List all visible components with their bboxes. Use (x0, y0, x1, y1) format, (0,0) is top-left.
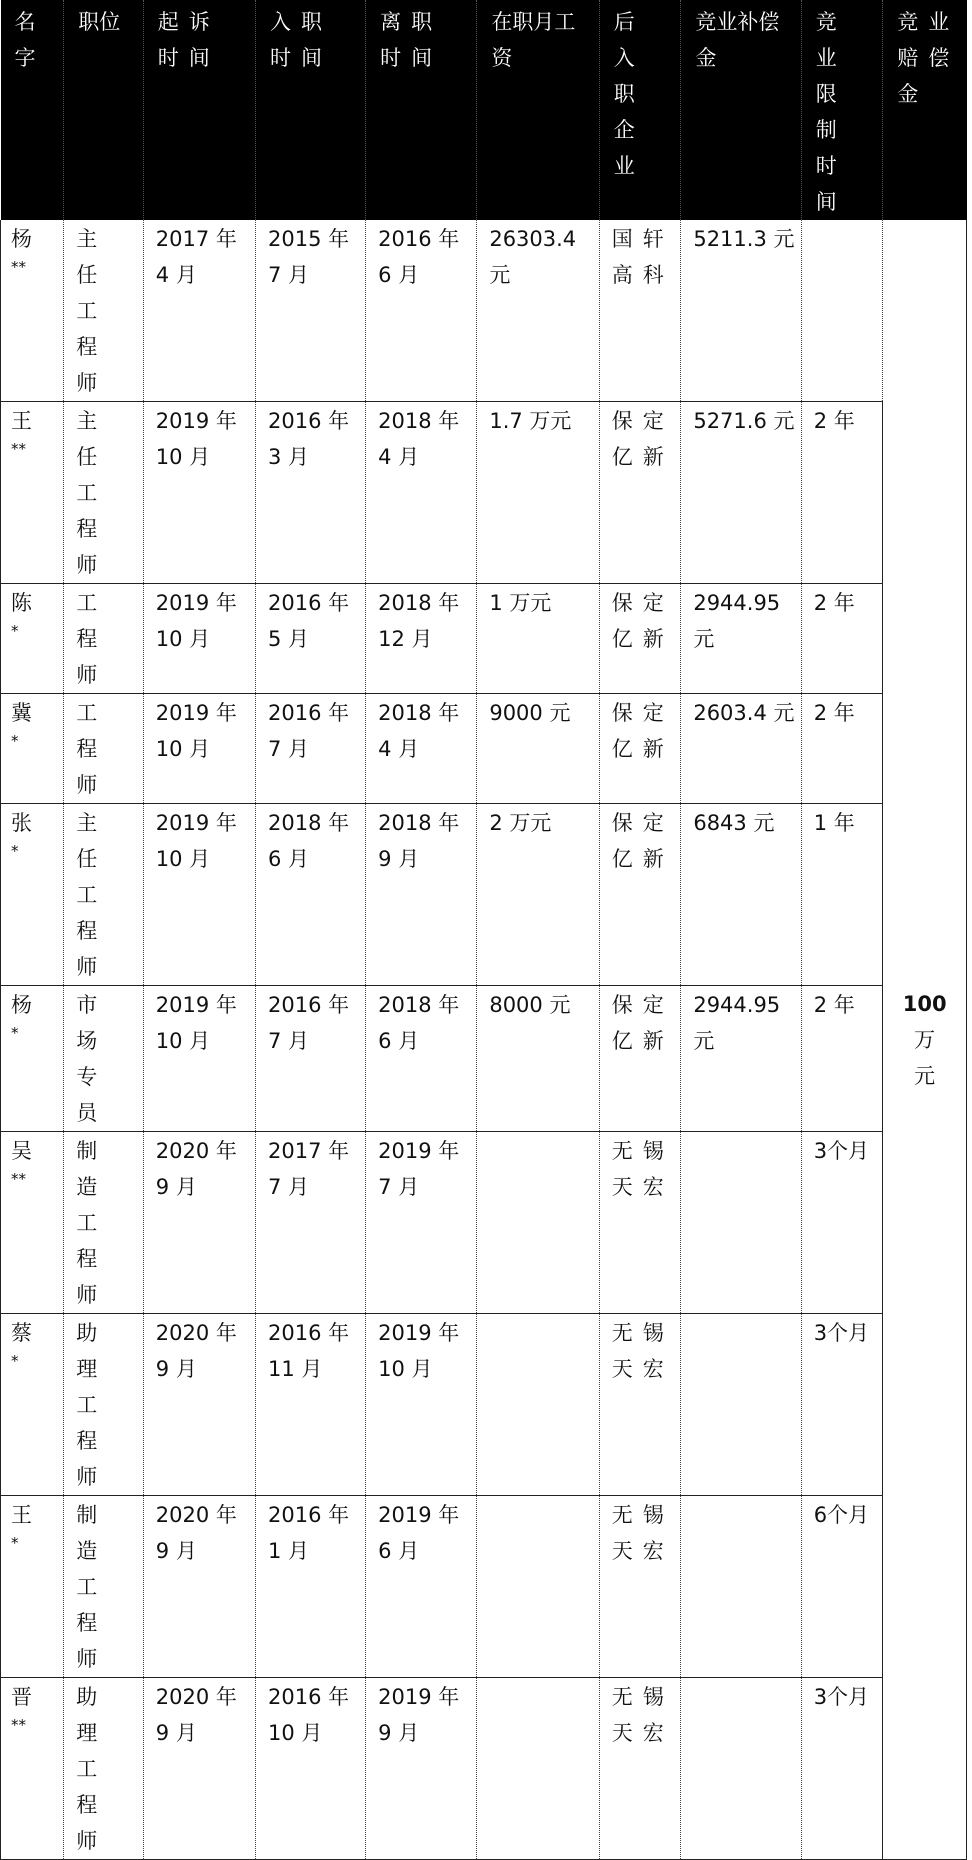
cell-sue-time (143, 804, 255, 986)
table-row (1, 986, 967, 1132)
cell-leave-time (366, 1496, 477, 1678)
cell-salary (477, 804, 599, 986)
cell-join-time-text: 2017 年 7 月 (268, 1139, 350, 1199)
cell-new-company-text: 保定亿新 (611, 701, 674, 761)
cell-new-company (599, 402, 681, 584)
cell-limit-time-text: 2 年 (813, 993, 855, 1017)
cell-new-company-text: 无锡天宏 (611, 1321, 674, 1381)
cell-position-text: 工程师 (76, 591, 108, 687)
cell-leave-time-text: 2016 年 6 月 (378, 227, 460, 287)
cell-name-text: 张 (11, 811, 42, 835)
cell-compensation (681, 694, 801, 804)
cell-compensation-text: 2944.95 元 (693, 993, 781, 1053)
cell-limit-time (801, 584, 883, 694)
cell-name-text: 陈 (11, 591, 42, 615)
cell-sue-time-text: 2019 年 10 月 (155, 409, 237, 469)
table-row (1, 584, 967, 694)
cell-name-text: 冀 (11, 701, 42, 725)
cell-salary-text: 9000 元 (489, 701, 571, 725)
name-mask-mark: ** (11, 440, 26, 458)
cell-name-text: 蔡 (11, 1321, 42, 1345)
header-join-time: 入职时间 (256, 0, 366, 220)
cell-join-time (256, 1678, 366, 1860)
cell-sue-time-text: 2020 年 9 月 (155, 1321, 237, 1381)
cell-leave-time-text: 2018 年 4 月 (378, 409, 460, 469)
cell-name-text: 杨 (11, 993, 42, 1017)
cell-join-time (256, 804, 366, 986)
cell-limit-time-text: 3个月 (813, 1685, 870, 1709)
cell-new-company-text: 无锡天宏 (611, 1139, 674, 1199)
cell-position-text: 助理工程师 (76, 1685, 108, 1853)
cell-name-text: 晋 (11, 1685, 42, 1709)
table-row (1, 804, 967, 986)
cell-sue-time (143, 1678, 255, 1860)
cell-limit-time-text: 6个月 (813, 1503, 870, 1527)
cell-salary (477, 1496, 599, 1678)
cell-compensation-text: 5211.3 元 (693, 227, 795, 251)
cell-compensation (681, 1496, 801, 1678)
cell-position-text: 主任工程师 (76, 409, 108, 577)
cell-limit-time (801, 804, 883, 986)
cell-position-text: 市场专员 (76, 993, 108, 1125)
cell-name (1, 402, 64, 584)
cell-salary (477, 694, 599, 804)
cell-limit-time-text: 2 年 (813, 701, 855, 725)
name-mask-mark: * (11, 842, 19, 860)
cell-limit-time (801, 1314, 883, 1496)
header-new-company: 后入职企业 (599, 0, 681, 220)
cell-leave-time-text: 2019 年 10 月 (378, 1321, 460, 1381)
cell-sue-time-text: 2020 年 9 月 (155, 1503, 237, 1563)
table-row (1, 220, 967, 402)
table-row (1, 1496, 967, 1678)
cell-leave-time-text: 2018 年 6 月 (378, 993, 460, 1053)
name-mask-mark: * (11, 1352, 19, 1370)
cell-name-text: 王 (11, 409, 42, 433)
table-row (1, 1314, 967, 1496)
cell-join-time (256, 1314, 366, 1496)
cell-join-time (256, 694, 366, 804)
cell-new-company (599, 220, 681, 402)
cell-name (1, 986, 64, 1132)
cell-leave-time (366, 220, 477, 402)
cell-salary-text: 1.7 万元 (489, 409, 572, 433)
cell-position (64, 694, 144, 804)
cell-sue-time (143, 1314, 255, 1496)
cell-salary-text: 26303.4 元 (489, 227, 577, 287)
cell-leave-time (366, 402, 477, 584)
cell-name-text: 王 (11, 1503, 42, 1527)
cell-new-company (599, 584, 681, 694)
cell-leave-time (366, 1314, 477, 1496)
cell-name (1, 1314, 64, 1496)
cell-new-company-text: 保定亿新 (611, 409, 674, 469)
cell-join-time (256, 584, 366, 694)
penalty-amount: 100 (902, 991, 947, 1016)
cell-salary (477, 220, 599, 402)
cell-leave-time (366, 804, 477, 986)
table-header (1, 0, 967, 220)
header-name: 名字 (14, 10, 46, 70)
cell-leave-time (366, 584, 477, 694)
cell-leave-time (366, 694, 477, 804)
cell-limit-time-text: 3个月 (813, 1139, 870, 1163)
name-mask-mark: * (11, 732, 19, 750)
penalty-unit: 万 (914, 1027, 936, 1052)
penalty-unit-yuan: 元 (914, 1063, 936, 1088)
cell-compensation (681, 1314, 801, 1496)
cell-compensation-text: 2603.4 元 (693, 701, 795, 725)
cell-join-time-text: 2015 年 7 月 (268, 227, 350, 287)
cell-leave-time (366, 986, 477, 1132)
cell-name (1, 584, 64, 694)
cell-compensation (681, 986, 801, 1132)
cell-sue-time (143, 402, 255, 584)
cell-new-company-text: 保定亿新 (611, 993, 674, 1053)
cell-salary (477, 1314, 599, 1496)
cell-leave-time-text: 2018 年 9 月 (378, 811, 460, 871)
cell-position (64, 220, 144, 402)
cell-leave-time (366, 1132, 477, 1314)
cell-new-company-text: 无锡天宏 (611, 1685, 674, 1745)
cell-join-time-text: 2016 年 7 月 (268, 993, 350, 1053)
cell-name-text: 杨 (11, 227, 42, 251)
cell-limit-time (801, 1132, 883, 1314)
cell-new-company (599, 1132, 681, 1314)
cell-sue-time-text: 2017 年 4 月 (155, 227, 237, 287)
cell-position (64, 1496, 144, 1678)
cell-salary-text: 8000 元 (489, 993, 571, 1017)
cell-position (64, 402, 144, 584)
cell-compensation-text: 5271.6 元 (693, 409, 795, 433)
cell-join-time-text: 2016 年 11 月 (268, 1321, 350, 1381)
cell-new-company (599, 986, 681, 1132)
cell-join-time-text: 2016 年 10 月 (268, 1685, 350, 1745)
cell-name (1, 220, 64, 402)
cell-position (64, 1132, 144, 1314)
name-mask-mark: * (11, 1534, 19, 1552)
table-row (1, 694, 967, 804)
cell-sue-time-text: 2020 年 9 月 (155, 1685, 237, 1745)
cell-join-time (256, 402, 366, 584)
cell-sue-time (143, 584, 255, 694)
cell-new-company (599, 694, 681, 804)
header-salary: 在职月工资 (477, 0, 599, 220)
table-row (1, 1132, 967, 1314)
cell-sue-time-text: 2020 年 9 月 (155, 1139, 237, 1199)
cell-position-text: 助理工程师 (76, 1321, 108, 1489)
cell-new-company-text: 国轩高科 (611, 227, 674, 287)
cell-limit-time (801, 402, 883, 584)
cell-new-company-text: 保定亿新 (611, 591, 674, 651)
table-row (1, 402, 967, 584)
cell-name (1, 1678, 64, 1860)
cell-position (64, 1314, 144, 1496)
header-limit-time: 竞业限制时间 (801, 0, 883, 220)
cell-limit-time (801, 986, 883, 1132)
cell-position (64, 804, 144, 986)
cell-join-time-text: 2018 年 6 月 (268, 811, 350, 871)
cell-compensation (681, 1678, 801, 1860)
cell-join-time (256, 1132, 366, 1314)
header-position: 职位 (64, 0, 144, 220)
cell-sue-time (143, 1496, 255, 1678)
cell-limit-time (801, 1678, 883, 1860)
cell-position (64, 1678, 144, 1860)
cell-sue-time-text: 2019 年 10 月 (155, 591, 237, 651)
cell-name (1, 694, 64, 804)
cell-penalty (883, 220, 967, 1860)
cell-position (64, 986, 144, 1132)
cell-salary-text: 2 万元 (489, 811, 552, 835)
cell-join-time-text: 2016 年 5 月 (268, 591, 350, 651)
cell-sue-time-text: 2019 年 10 月 (155, 811, 237, 871)
cell-compensation (681, 804, 801, 986)
name-mask-mark: * (11, 1024, 19, 1042)
name-mask-mark: ** (11, 1170, 26, 1188)
cell-salary (477, 986, 599, 1132)
cell-limit-time (801, 1496, 883, 1678)
cell-new-company (599, 804, 681, 986)
cell-join-time (256, 1496, 366, 1678)
cell-compensation (681, 402, 801, 584)
cell-position-text: 主任工程师 (76, 227, 108, 395)
cell-join-time-text: 2016 年 1 月 (268, 1503, 350, 1563)
cell-leave-time-text: 2019 年 6 月 (378, 1503, 460, 1563)
cell-sue-time (143, 986, 255, 1132)
cell-position-text: 主任工程师 (76, 811, 108, 979)
cell-sue-time (143, 1132, 255, 1314)
header-compensation: 竞业补偿金 (681, 0, 801, 220)
cell-new-company (599, 1314, 681, 1496)
cell-new-company (599, 1678, 681, 1860)
cell-join-time (256, 986, 366, 1132)
cell-new-company-text: 保定亿新 (611, 811, 674, 871)
cell-sue-time-text: 2019 年 10 月 (155, 993, 237, 1053)
header-row (1, 0, 967, 220)
cell-limit-time-text: 1 年 (813, 811, 855, 835)
cell-leave-time-text: 2019 年 9 月 (378, 1685, 460, 1745)
cell-sue-time-text: 2019 年 10 月 (155, 701, 237, 761)
cell-position-text: 制造工程师 (76, 1139, 108, 1307)
cell-new-company-text: 无锡天宏 (611, 1503, 674, 1563)
cell-limit-time-text: 2 年 (813, 591, 855, 615)
cell-salary (477, 584, 599, 694)
cell-compensation-text: 6843 元 (693, 811, 775, 835)
cell-salary (477, 1678, 599, 1860)
header-sue-time: 起诉时间 (143, 0, 255, 220)
cell-leave-time-text: 2019 年 7 月 (378, 1139, 460, 1199)
cell-salary (477, 1132, 599, 1314)
cell-position-text: 制造工程师 (76, 1503, 108, 1671)
cell-name (1, 1132, 64, 1314)
cell-leave-time-text: 2018 年 12 月 (378, 591, 460, 651)
cell-name (1, 1496, 64, 1678)
cell-leave-time (366, 1678, 477, 1860)
cell-leave-time-text: 2018 年 4 月 (378, 701, 460, 761)
cell-compensation (681, 1132, 801, 1314)
header-leave-time: 离职时间 (366, 0, 477, 220)
cell-salary-text: 1 万元 (489, 591, 552, 615)
name-mask-mark: ** (11, 258, 26, 276)
cell-join-time-text: 2016 年 3 月 (268, 409, 350, 469)
name-mask-mark: ** (11, 1716, 26, 1734)
cell-position-text: 工程师 (76, 701, 108, 797)
cell-compensation-text: 2944.95 元 (693, 591, 781, 651)
cell-compensation (681, 220, 801, 402)
table-row (1, 1678, 967, 1860)
cell-limit-time (801, 694, 883, 804)
cell-limit-time (801, 220, 883, 402)
cell-sue-time (143, 220, 255, 402)
cell-name (1, 804, 64, 986)
cell-compensation (681, 584, 801, 694)
cell-join-time (256, 220, 366, 402)
table-body (1, 220, 967, 1860)
cell-position (64, 584, 144, 694)
cell-sue-time (143, 694, 255, 804)
cell-limit-time-text: 3个月 (813, 1321, 870, 1345)
cell-new-company (599, 1496, 681, 1678)
header-penalty: 竞业赔偿金 (883, 0, 967, 220)
name-mask-mark: * (11, 622, 19, 640)
cell-name-text: 吴 (11, 1139, 42, 1163)
cell-join-time-text: 2016 年 7 月 (268, 701, 350, 761)
cell-limit-time-text: 2 年 (813, 409, 855, 433)
cell-salary (477, 402, 599, 584)
